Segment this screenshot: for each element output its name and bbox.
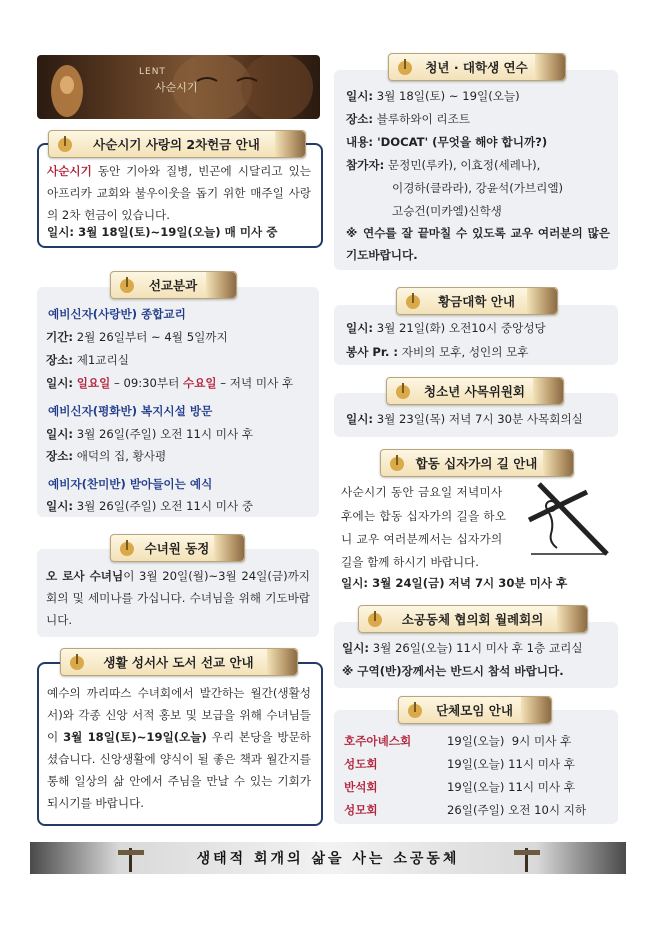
lent-banner xyxy=(37,55,320,119)
youth-retreat-header xyxy=(388,53,566,81)
mission-s3-title: 예비자(찬미반) 받아들이는 예식 xyxy=(48,477,213,491)
mission-header xyxy=(110,271,237,299)
mission-s1-title: 예비신자(사랑반) 종합교리 xyxy=(48,307,186,321)
group-time: 19일(오늘) 11시 미사 후 xyxy=(447,757,576,771)
council-title: 소공동체 협의회 월례회의 xyxy=(401,612,544,627)
hand-writing-icon xyxy=(392,55,418,79)
lent-offering-date: 일시: 3월 18일(토)~19일(오늘) 매 미사 중 xyxy=(47,225,278,239)
group-name: 성모회 xyxy=(344,803,378,817)
youth-retreat-participants-3: 고승건(미카엘)신학생 xyxy=(392,204,502,218)
footer-signpost-icon-right xyxy=(512,844,542,876)
stations-date: 일시: 3월 24일(금) 저녁 7시 30분 미사 후 xyxy=(341,576,568,590)
bible-header xyxy=(60,648,298,676)
bible-text: 예수의 까리따스 수녀회에서 발간하는 월간(생활성서)와 각종 신앙 서적 홍보 및 보급을 위해 수녀님들이 3월 18일(토)~19일(오늘) 우리 본당을 방문하셨습니다. 신앙생활에 양식이 될 좋은 책과 월간지를 통해 일상의 삶 안에서 주님을 만날 수 있는 기회가 되시기를 바랍니다. xyxy=(47,686,311,810)
header-decoration xyxy=(206,272,236,298)
footer-bar xyxy=(30,842,626,874)
youth-retreat-date: 일시: 3월 18일(토) ~ 19일(오늘) xyxy=(346,89,520,103)
lent-offering-title: 사순시기 사랑의 2차헌금 안내 xyxy=(93,137,260,152)
youth-retreat-place: 장소: 블루하와이 리조트 xyxy=(346,112,471,126)
header-decoration xyxy=(557,606,587,632)
hand-writing-icon xyxy=(52,132,78,156)
footer-slogan: 생태적 회개의 삶을 사는 소공동체 xyxy=(196,851,460,867)
stations-line-1: 사순시기 동안 금요일 저녁미사 xyxy=(341,485,503,499)
header-decoration xyxy=(535,54,565,80)
mission-s1-period: 기간: 2월 26일부터 ~ 4월 5일까지 xyxy=(46,330,228,344)
group-name: 성도회 xyxy=(344,757,378,771)
nuns-lead: 오 로사 수녀님 xyxy=(46,569,124,583)
youth-retreat-note: ※ 연수를 잘 끝마칠 수 있도록 교우 여러분의 많은 기도바랍니다. xyxy=(346,226,610,262)
lent-offering-lead: 사순시기 xyxy=(47,164,92,178)
mission-title: 선교분과 xyxy=(148,278,198,293)
group-time: 19일(오늘) 9시 미사 후 xyxy=(447,734,572,748)
hand-writing-icon xyxy=(114,273,140,297)
council-date: 일시: 3월 26일(오늘) 11시 미사 후 1층 교리실 xyxy=(342,641,583,655)
stations-header xyxy=(380,449,574,477)
group-time: 19일(오늘) 11시 미사 후 xyxy=(447,780,576,794)
golden-univ-header xyxy=(396,287,558,315)
hand-writing-icon xyxy=(362,607,388,631)
groups-title: 단체모임 안내 xyxy=(436,703,513,718)
header-decoration xyxy=(275,131,305,157)
stations-title: 합동 십자가의 길 안내 xyxy=(415,456,538,471)
group-time: 26일(주일) 오전 10시 지하 xyxy=(447,803,587,817)
hand-writing-icon xyxy=(64,650,90,674)
lent-offering-text xyxy=(47,160,311,226)
nuns-header xyxy=(110,534,245,562)
footer-signpost-icon-left xyxy=(116,844,146,876)
mission-s2-title: 예비신자(평화반) 복지시설 방문 xyxy=(48,404,213,418)
stations-line-3: 니 교우 여러분께서는 십자가의 xyxy=(341,532,503,546)
nuns-text xyxy=(46,565,310,631)
council-note: ※ 구역(반)장께서는 반드시 참석 바랍니다. xyxy=(342,664,564,678)
header-decoration xyxy=(527,288,557,314)
mission-s1-time: 일시: 일요일 – 09:30부터 수요일 – 저녁 미사 후 xyxy=(46,376,294,390)
youth-retreat-participants-2: 이경하(클라라), 강윤석(가브리엘) xyxy=(392,181,564,195)
nuns-body: 이 3월 20일(월)~3월 24일(금)까지 회의 및 세미나를 가십니다. 수녀님을 위해 기도바랍니다. xyxy=(46,569,310,627)
stations-line-4: 길을 함께 하시기 바랍니다. xyxy=(341,555,479,569)
lent-offering-header xyxy=(48,130,306,158)
mission-s1-place: 장소: 제1교리실 xyxy=(46,353,129,367)
lent-label-en: LENT xyxy=(139,67,166,77)
group-name: 호주아녜스회 xyxy=(344,734,412,748)
group-name: 반석회 xyxy=(344,780,378,794)
youth-retreat-title: 청년 · 대학생 연수 xyxy=(425,60,528,75)
hand-writing-icon xyxy=(400,289,426,313)
youth-committee-header xyxy=(386,377,564,405)
youth-retreat-participants-1: 참가자: 문정민(루카), 이효정(세레나), xyxy=(346,158,541,172)
mission-s2-place: 장소: 애덕의 집, 황사평 xyxy=(46,449,167,463)
youth-committee-date: 일시: 3월 23일(목) 저녁 7시 30분 사목회의실 xyxy=(346,412,583,426)
nuns-title: 수녀원 동정 xyxy=(144,541,210,556)
lent-label-ko: 사순시기 xyxy=(155,81,198,94)
golden-univ-title: 황금대학 안내 xyxy=(438,294,515,309)
lent-offering-body: 동안 기아와 질병, 빈곤에 시달리고 있는 아프리카 교회와 불우이웃을 돕기 위한 매주일 사랑의 2차 헌금이 있습니다. xyxy=(47,164,311,222)
bible-title: 생활 성서사 도서 선교 안내 xyxy=(103,655,254,670)
stations-line-2: 후에는 합동 십자가의 길을 하오 xyxy=(341,509,507,523)
golden-univ-service: 봉사 Pr. : 자비의 모후, 성인의 모후 xyxy=(346,345,529,359)
youth-retreat-content: 내용: 'DOCAT' (무엇을 해야 합니까?) xyxy=(346,135,548,149)
header-decoration xyxy=(533,378,563,404)
groups-header xyxy=(398,696,552,724)
cross-carrying-illustration xyxy=(527,480,612,560)
header-decoration xyxy=(267,649,297,675)
hand-writing-icon xyxy=(402,698,428,722)
youth-committee-title: 청소년 사목위원회 xyxy=(424,384,525,399)
golden-univ-date: 일시: 3월 21일(화) 오전10시 중앙성당 xyxy=(346,321,546,335)
mission-s2-date: 일시: 3월 26일(주일) 오전 11시 미사 후 xyxy=(46,427,254,441)
mission-s3-date: 일시: 3월 26일(주일) 오전 11시 미사 중 xyxy=(46,499,254,513)
hand-writing-icon xyxy=(390,379,416,403)
header-decoration xyxy=(214,535,244,561)
hand-writing-icon xyxy=(384,451,410,475)
header-decoration xyxy=(543,450,573,476)
header-decoration xyxy=(521,697,551,723)
hand-writing-icon xyxy=(114,536,140,560)
council-header xyxy=(358,605,588,633)
